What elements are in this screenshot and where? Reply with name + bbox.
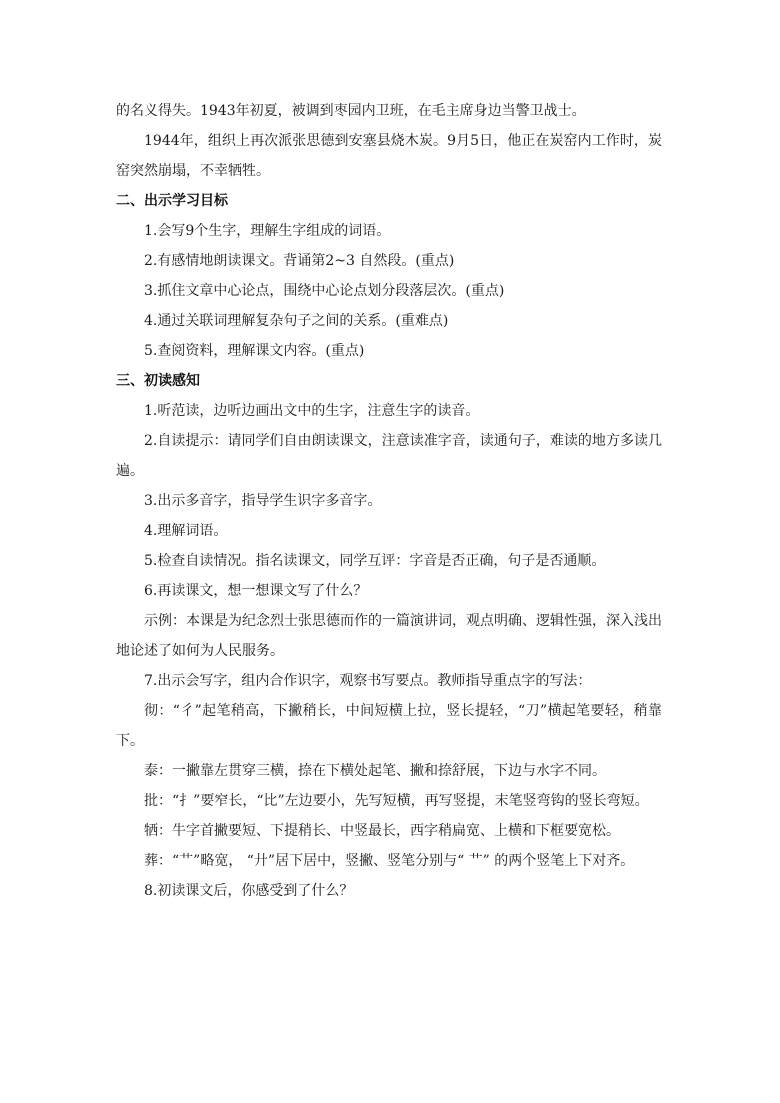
character-note-tai: 泰：一撇靠左贯穿三横，捺在下横处起笔、撇和捺舒展，下边与水字不同。 [144, 763, 606, 779]
intro-paragraph-1: 的名义得失。1943年初夏，被调到枣园内卫班，在毛主席身边当警卫战士。 [116, 103, 586, 119]
reading-step-6: 6.再读课文，想一想课文写了什么？ [144, 583, 368, 599]
reading-step-3: 3.出示多音字，指导学生识字多音字。 [144, 493, 382, 509]
reading-step-1: 1.听范读，边听边画出文中的生字，注意生字的读音。 [144, 403, 480, 419]
section-heading-learning-goals: 二、出示学习目标 [116, 193, 228, 209]
character-note-che: 彻：“彳”起笔稍高，下撇稍长，中间短横上拉，竖长提轻，“刀”横起笔要轻，稍靠下。 [116, 703, 662, 749]
goal-item-1: 1.会写9个生字，理解生字组成的词语。 [144, 223, 391, 239]
document-page [116, 96, 662, 906]
goal-item-3: 3.抓住文章中心论点，围绕中心论点划分段落层次。(重点) [144, 283, 505, 299]
intro-paragraph-2: 1944年，组织上再次派张思德到安塞县烧木炭。9月5日，他正在炭窑内工作时，炭窑突然崩塌，不幸牺牲。 [116, 133, 662, 179]
reading-step-5: 5.检查自读情况。指名读课文，同学互评：字音是否正确，句子是否通顺。 [144, 553, 606, 569]
character-note-xi: 牺：牛字首撇要短、下提稍长、中竖最长，西字稍扁宽、上横和下框要宽松。 [144, 823, 620, 839]
reading-step-8: 8.初读课文后，你感受到了什么？ [144, 883, 354, 899]
reading-step-2: 2.自读提示：请同学们自由朗读课文，注意读准字音，读通句子，难读的地方多读几遍。 [116, 433, 662, 479]
character-note-pi: 批：“扌”要窄长，“比”左边要小，先写短横，再写竖提，末笔竖弯钩的竖长弯短。 [144, 793, 649, 809]
goal-item-4: 4.通过关联词理解复杂句子之间的关系。(重难点) [144, 313, 449, 329]
goal-item-2: 2.有感情地朗读课文。背诵第2~3 自然段。(重点) [144, 253, 455, 269]
example-paragraph: 示例：本课是为纪念烈士张思德而作的一篇演讲词，观点明确、逻辑性强，深入浅出地论述了如何为人民服务。 [116, 613, 662, 659]
reading-step-4: 4.理解词语。 [144, 523, 228, 539]
reading-step-7: 7.出示会写字，组内合作识字，观察书写要点。教师指导重点字的写法： [144, 673, 592, 689]
goal-item-5: 5.查阅资料，理解课文内容。(重点) [144, 343, 365, 359]
character-note-zang: 葬：“艹”略宽， “廾”居下居中，竖撇、竖笔分别与“ 艹” 的两个竖笔上下对齐。 [144, 853, 635, 869]
section-heading-first-reading: 三、初读感知 [116, 373, 200, 389]
